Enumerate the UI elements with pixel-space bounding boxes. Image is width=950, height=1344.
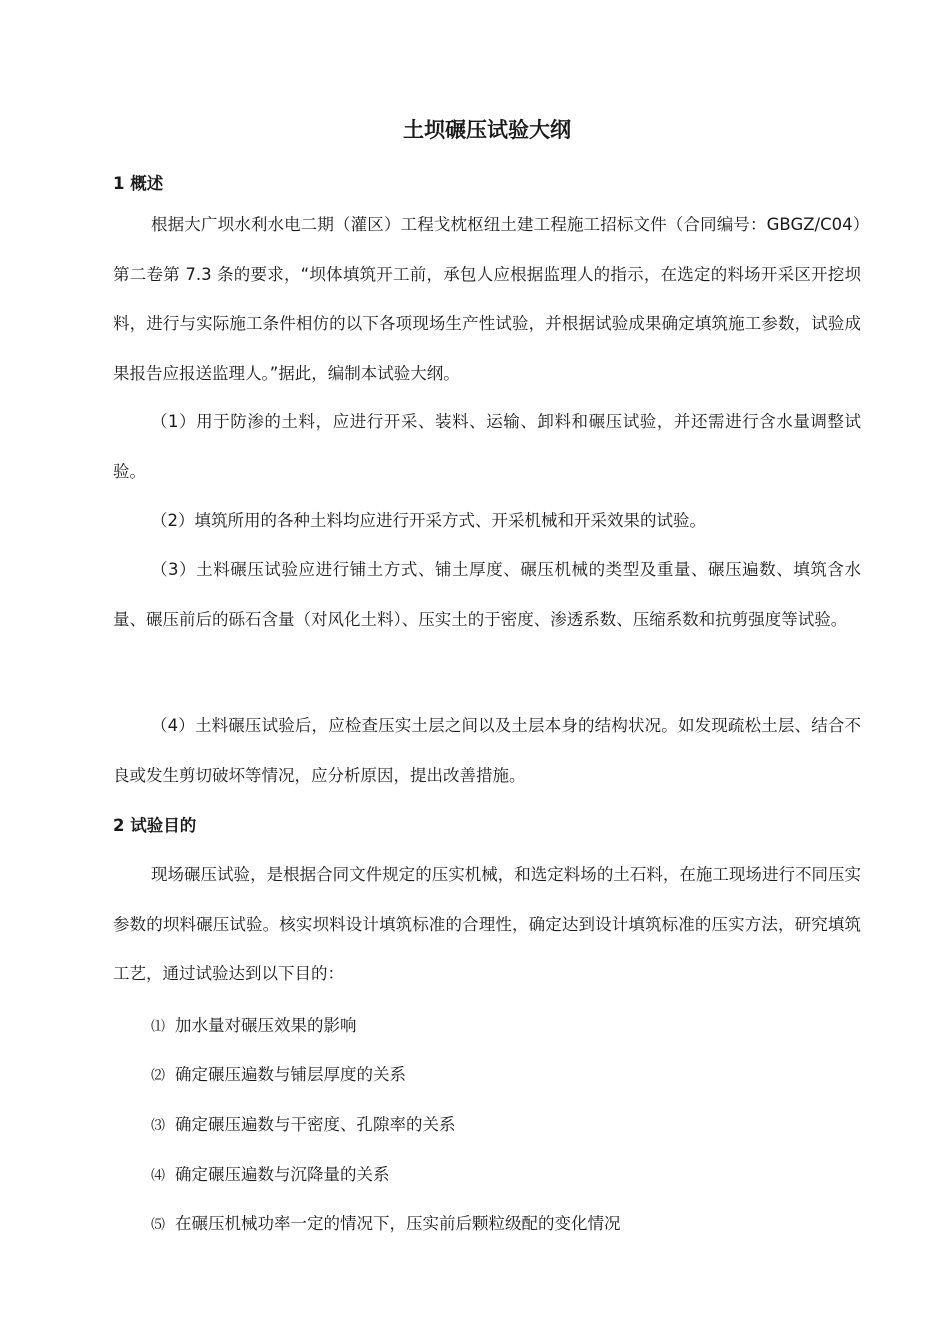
paragraph-item-1: （1）用于防渗的土料，应进行开采、装料、运输、卸料和碾压试验，并还需进行含水量调整试验。 <box>113 412 861 481</box>
paragraph-item-2: （2）填筑所用的各种土料均应进行开采方式、开采机械和开采效果的试验。 <box>151 511 706 530</box>
list-item <box>151 1012 357 1041</box>
list-number: ⑶ <box>151 1118 165 1134</box>
paragraph-objectives-intro: 现场碾压试验，是根据合同文件规定的压实机械，和选定料场的土石料，在施工现场进行不同压实参数的坝料碾压试验。核实坝料设计填筑标准的合理性，确定达到设计填筑标准的压实方法，研究填筑工艺，通过试验达到以下目的： <box>113 865 861 983</box>
list-number: ⑷ <box>151 1168 165 1184</box>
section-heading-objectives: 2 试验目的 <box>113 816 197 835</box>
list-item <box>151 1111 456 1140</box>
list-text: 在碾压机械功率一定的情况下，压实前后颗粒级配的变化情况 <box>175 1214 621 1233</box>
paragraph-overview-intro: 根据大广坝水利水电二期（灌区）工程戈枕枢纽土建工程施工招标文件（合同编号：GBGZ/C04）第二卷第 7.3 条的要求，“坝体填筑开工前，承包人应根据监理人的指示，在选定的料场开采区开挖坝料，进行与实际施工条件相仿的以下各项现场生产性试验，并根据试验成果确定填筑施工参数，试验成果报告应报送监理人。”据此，编制本试验大纲。 <box>113 215 861 383</box>
list-text: 确定碾压遍数与铺层厚度的关系 <box>175 1065 406 1084</box>
list-item <box>151 1210 621 1239</box>
document-title: 土坝碾压试验大纲 <box>403 118 571 142</box>
paragraph-item-3: （3）土料碾压试验应进行铺土方式、铺土厚度、碾压机械的类型及重量、碾压遍数、填筑含水量、碾压前后的砾石含量（对风化土料）、压实土的于密度、渗透系数、压缩系数和抗剪强度等试验。 <box>113 560 861 629</box>
list-item <box>151 1061 406 1090</box>
list-number: ⑸ <box>151 1217 165 1233</box>
list-text: 确定碾压遍数与干密度、孔隙率的关系 <box>175 1115 456 1134</box>
list-number: ⑴ <box>151 1019 165 1035</box>
list-text: 确定碾压遍数与沉降量的关系 <box>175 1165 390 1184</box>
list-number: ⑵ <box>151 1068 165 1084</box>
paragraph-item-4: （4）土料碾压试验后，应检查压实土层之间以及土层本身的结构状况。如发现疏松土层、结合不良或发生剪切破坏等情况，应分析原因，提出改善措施。 <box>113 716 861 785</box>
list-text: 加水量对碾压效果的影响 <box>175 1016 357 1035</box>
list-item <box>151 1161 390 1190</box>
section-heading-overview: 1 概述 <box>113 174 164 193</box>
